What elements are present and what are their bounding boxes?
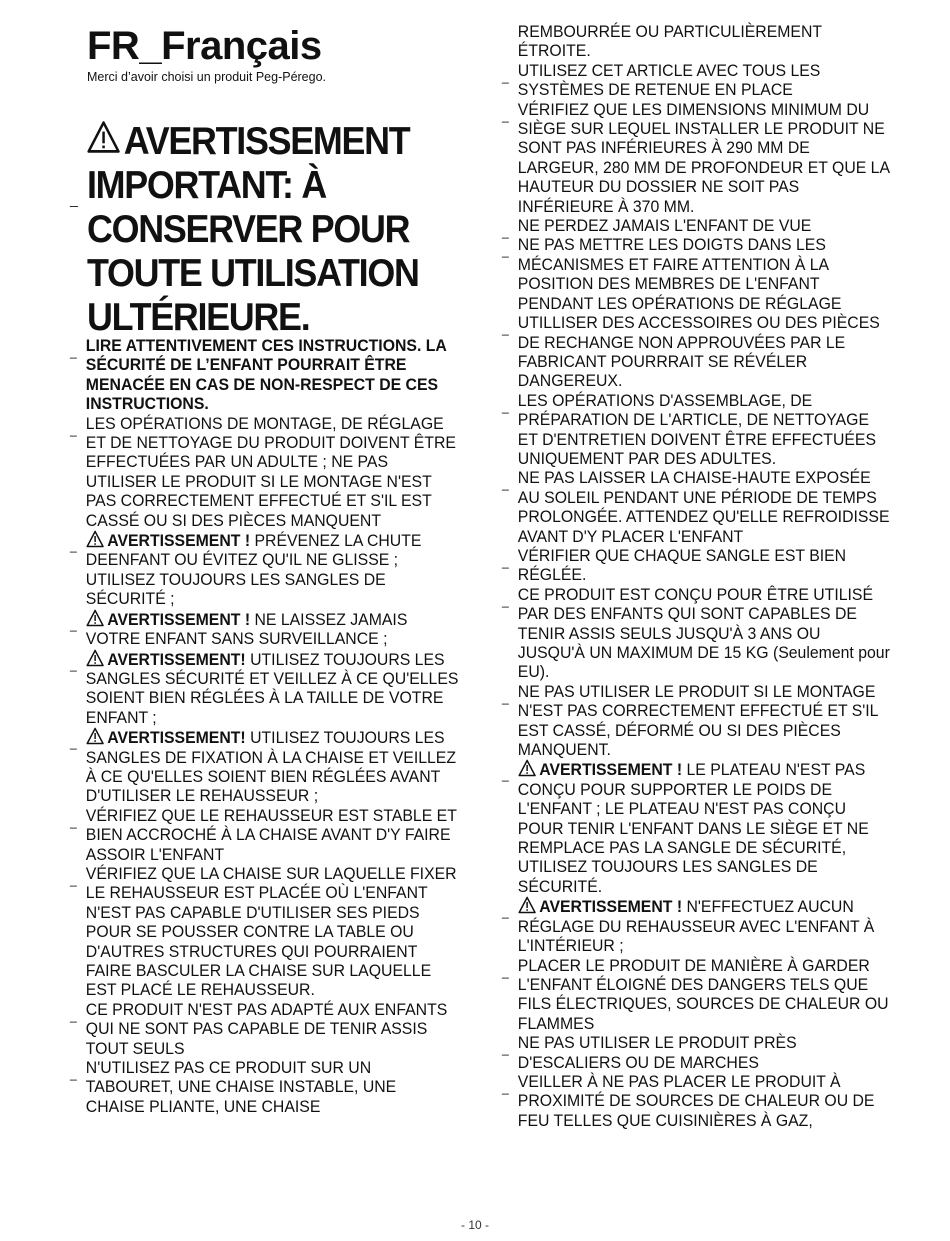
list-dash: _ (502, 689, 509, 705)
item-text: VÉRIFIER QUE CHAQUE SANGLE EST BIEN RÉGLÉE. (517, 545, 847, 585)
list-dash: _ (70, 1066, 77, 1082)
warning-triangle-icon (86, 609, 105, 627)
item-text: UTILISEZ TOUJOURS LES SANGLES DE FIXATION À LA CHAISE ET VEILLEZ À CE QU'ELLES SOIENT BIEN RÉGLÉES AVANT D'UTILISER LE REHAUSSEUR ; (85, 728, 457, 806)
list-dash: _ (502, 1041, 509, 1057)
list-item (70, 649, 459, 728)
warning-label: AVERTISSEMENT! (107, 728, 246, 748)
item-text: NE PERDEZ JAMAIS L'ENFANT DE VUE (517, 216, 812, 236)
list-item (502, 759, 891, 896)
item-text: N'UTILISEZ PAS CE PRODUIT SUR UN TABOURET, UNE CHAISE INSTABLE, UNE CHAISE PLIANTE, UNE CHAISE (85, 1058, 397, 1116)
right-column (502, 22, 891, 1130)
list-item (502, 391, 891, 469)
list-item (70, 806, 459, 864)
list-dash: _ (502, 1079, 509, 1095)
list-item (502, 585, 891, 682)
warning-label: AVERTISSEMENT ! (539, 760, 683, 780)
item-text: NE LAISSEZ JAMAIS VOTRE ENFANT SANS SURVEILLANCE ; (85, 609, 408, 649)
item-text: NE PAS UTILISER LE PRODUIT SI LE MONTAGE N'EST PAS CORRECTEMENT EFFECTUÉ ET S'IL EST CASSÉ, DÉFORMÉ OU SI DES PIÈCES MANQUENT. (517, 681, 878, 760)
item-text: UTILISEZ CET ARTICLE AVEC TOUS LES SYSTÈMES DE RETENUE EN PLACE (517, 60, 821, 100)
bold-instruction: LIRE ATTENTIVEMENT CES INSTRUCTIONS. LA SÉCURITÉ DE L’ENFANT POURRAIT ÊTRE MENACÉE EN CAS DE NON-RESPECT DE CES INSTRUCTIONS. (85, 336, 447, 414)
list-dash: _ (502, 224, 509, 240)
list-dash: _ (502, 767, 509, 783)
item-text: LES OPÉRATIONS D'ASSEMBLAGE, DE PRÉPARATION DE L'ARTICLE, DE NETTOYAGE ET D'ENTRETIEN DOIVENT ÊTRE EFFECTUÉES UNIQUEMENT PAR DES ADULTES. (517, 390, 877, 468)
item-text: N'EFFECTUEZ AUCUN RÉGLAGE DU REHAUSSEUR AVEC L'ENFANT À L'INTÉRIEUR ; (517, 897, 875, 956)
list-item (502, 61, 891, 100)
page-number: - 10 - (460, 1218, 489, 1232)
page-title: FR_Français (87, 24, 322, 68)
list-dash: _ (70, 616, 77, 632)
list-dash: _ (502, 321, 509, 337)
item-text: VÉRIFIEZ QUE LA CHAISE SUR LAQUELLE FIXER LE REHAUSSEUR EST PLACÉE OÙ L'ENFANT N'EST PAS CAPABLE D'UTILISER SES PIEDS POUR SE POUSSER CONTRE LA TABLE OU D'AUTRES STRUCTURES QUI POURRAIENT FAIRE BASCULER LA CHAISE SUR LAQUELLE EST PLACÉ LE REHAUSSEUR. (85, 863, 457, 1000)
list-item (502, 1033, 891, 1072)
list-item (502, 313, 891, 391)
list-dash: _ (70, 813, 77, 829)
warning-triangle-icon (518, 896, 537, 914)
list-dash: _ (502, 476, 509, 492)
warning-label: AVERTISSEMENT ! (107, 609, 251, 629)
list-dash: _ (502, 107, 509, 123)
list-dash: _ (70, 538, 77, 554)
list-dash: _ (70, 191, 78, 207)
item-text: CE PRODUIT EST CONÇU POUR ÊTRE UTILISÉ PAR DES ENFANTS QUI SONT CAPABLES DE TENIR ASSIS SEULS JUSQU'À 3 ANS OU JUSQU'À UN MAXIMUM DE 15 KG (Seulement pour EU). (517, 584, 890, 682)
list-dash: _ (70, 871, 77, 887)
list-item (70, 1058, 459, 1116)
list-item (502, 896, 891, 955)
list-item (70, 864, 459, 1000)
left-column (70, 336, 459, 1116)
item-text: NE PAS UTILISER LE PRODUIT PRÈS D'ESCALIERS OU DE MARCHES (517, 1033, 797, 1072)
item-text: NE PAS LAISSER LA CHAISE-HAUTE EXPOSÉE AU SOLEIL PENDANT UNE PÉRIODE DE TEMPS PROLONGÉE. ATTENDEZ QU'ELLE REFROIDISSE AVANT D'Y PLACER L'ENFANT (517, 468, 890, 546)
list-dash: _ (70, 344, 77, 359)
warning-label: AVERTISSEMENT ! (539, 897, 683, 917)
item-text: VEILLER À NE PAS PLACER LE PRODUIT À PROXIMITÉ DE SOURCES DE CHALEUR OU DE FEU TELLES QUE CUISINIÈRES À GAZ, (517, 1071, 875, 1130)
warning-triangle-icon (86, 649, 105, 667)
list-dash: _ (502, 904, 509, 920)
list-dash: _ (502, 592, 509, 608)
warning-heading-text: AVERTISSEMENT IMPORTANT: À CONSERVER POUR TOUTE UTILISATION ULTÉRIEURE. (87, 120, 419, 339)
item-text: LE PLATEAU N'EST PAS CONÇU POUR SUPPORTER LE POIDS DE L'ENFANT ; LE PLATEAU N'EST PAS CONÇU POUR TENIR L'ENFANT DANS LE SIÈGE ET NE REMPLACE PAS LA SANGLE DE SÉCURITÉ, UTILISEZ TOUJOURS LES SANGLES DE SÉCURITÉ. (517, 760, 869, 896)
item-text: VÉRIFIEZ QUE LES DIMENSIONS MINIMUM DU SIÈGE SUR LEQUEL INSTALLER LE PRODUIT NE SONT PAS INFÉRIEURES À 290 MM DE LARGEUR, 280 MM DE PROFONDEUR ET QUE LA HAUTEUR DU DOSSIER NE SOIT PAS INFÉRIEURE À 370 MM. (517, 99, 890, 216)
list-item (502, 468, 891, 546)
list-dash: _ (502, 243, 509, 259)
list-dash: _ (70, 656, 77, 672)
list-item (502, 1072, 891, 1130)
list-item (502, 100, 891, 216)
list-dash: _ (502, 398, 509, 414)
list-item (70, 609, 459, 649)
item-text: UTILISEZ TOUJOURS LES SANGLES SÉCURITÉ ET VEILLEZ À CE QU'ELLES SOIENT BIEN RÉGLÉES À LA TAILLE DE VOTRE ENFANT ; (85, 649, 459, 727)
item-text: UTILLISER DES ACCESSOIRES OU DES PIÈCES DE RECHANGE NON APPROUVÉES PAR LE FABRICANT POURRRAIT SE RÉVÉLER DANGEREUX. (517, 313, 880, 391)
list-item (502, 235, 891, 313)
warning-label: AVERTISSEMENT! (107, 649, 246, 669)
list-item (70, 530, 459, 609)
item-text: VÉRIFIEZ QUE LE REHAUSSEUR EST STABLE ET BIEN ACCROCHÉ À LA CHAISE AVANT D'Y FAIRE ASSOIR L'ENFANT (85, 805, 457, 864)
list-item (70, 414, 459, 530)
list-dash: _ (70, 1007, 77, 1023)
item-text: NE PAS METTRE LES DOIGTS DANS LES MÉCANISMES ET FAIRE ATTENTION À LA POSITION DES MEMBRES DE L'ENFANT PENDANT LES OPÉRATIONS DE RÉGLAGE (517, 235, 842, 313)
page-subtitle: Merci d’avoir choisi un produit Peg-Pérego. (87, 70, 327, 84)
list-item (70, 727, 459, 806)
list-dash: _ (502, 553, 509, 569)
warning-heading (87, 120, 437, 340)
warning-triangle-icon (86, 727, 105, 745)
list-dash: _ (502, 963, 509, 979)
list-item (502, 682, 891, 760)
list-item (502, 216, 891, 240)
list-item (70, 336, 459, 414)
item-text: PRÉVENEZ LA CHUTE DEENFANT OU ÉVITEZ QU'IL NE GLISSE ; UTILISEZ TOUJOURS LES SANGLES DE SÉCURITÉ ; (85, 531, 422, 609)
item-text: PLACER LE PRODUIT DE MANIÈRE À GARDER L'ENFANT ÉLOIGNÉ DES DANGERS TELS QUE FILS ÉLECTRIQUES, SOURCES DE CHALEUR OU FLAMMES (517, 955, 889, 1033)
warning-triangle-icon (86, 530, 105, 548)
warning-triangle-icon (518, 759, 537, 777)
list-dash: _ (70, 421, 77, 437)
warning-label: AVERTISSEMENT ! (107, 531, 251, 551)
list-item (502, 956, 891, 1034)
list-dash: _ (70, 735, 77, 751)
list-item (502, 546, 891, 585)
item-text: LES OPÉRATIONS DE MONTAGE, DE RÉGLAGE ET DE NETTOYAGE DU PRODUIT DOIVENT ÊTRE EFFECTUÉES PAR UN ADULTE ; NE PAS UTILISER LE PRODUIT SI LE MONTAGE N'EST PAS CORRECTEMENT EFFECTUÉ ET S'IL EST CASSÉ OU SI DES PIÈCES MANQUENT (85, 413, 456, 530)
warning-triangle-icon (87, 120, 120, 154)
list-dash: _ (502, 68, 509, 84)
continued-text: REMBOURRÉE OU PARTICULIÈREMENT ÉTROITE. (517, 22, 822, 61)
list-item (70, 1000, 459, 1058)
item-text: CE PRODUIT N'EST PAS ADAPTÉ AUX ENFANTS QUI NE SONT PAS CAPABLE DE TENIR ASSIS TOUT SEULS (85, 999, 448, 1058)
